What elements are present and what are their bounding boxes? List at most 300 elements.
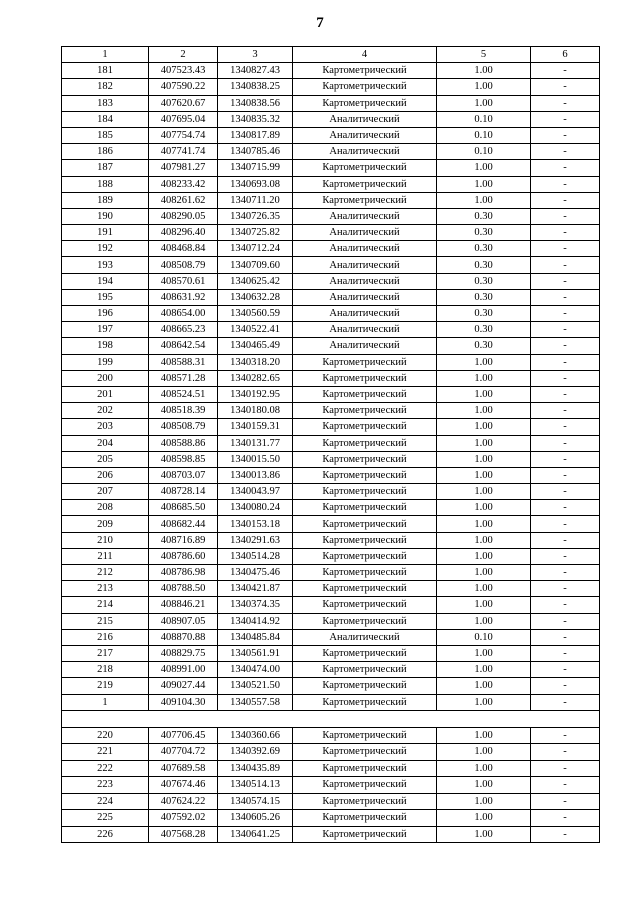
table-cell: 1340392.69 — [218, 744, 293, 761]
table-row — [62, 662, 600, 678]
table-cell: 408642.54 — [149, 338, 218, 354]
table-cell: Картометрический — [293, 810, 437, 827]
table-row — [62, 516, 600, 532]
table-row — [62, 419, 600, 435]
table-cell: 1.00 — [437, 63, 531, 79]
table-cell: 1.00 — [437, 516, 531, 532]
header-cell: 1 — [62, 47, 149, 63]
table-cell: - — [531, 322, 600, 338]
table-cell: 1340180.08 — [218, 403, 293, 419]
table-cell: - — [531, 419, 600, 435]
table-cell: 1340013.86 — [218, 467, 293, 483]
table-cell: 1340435.89 — [218, 760, 293, 777]
header-cell: 2 — [149, 47, 218, 63]
table-blank-separator — [62, 710, 600, 727]
table-cell: Картометрический — [293, 63, 437, 79]
table-row — [62, 208, 600, 224]
table-cell: - — [531, 386, 600, 402]
table-cell: 1340282.65 — [218, 370, 293, 386]
table-row — [62, 144, 600, 160]
table-cell: 190 — [62, 208, 149, 224]
table-cell: 1340043.97 — [218, 484, 293, 500]
table-cell: 408296.40 — [149, 225, 218, 241]
table-cell: - — [531, 484, 600, 500]
table-row — [62, 451, 600, 467]
table-cell: 408703.07 — [149, 467, 218, 483]
table-cell: 0.10 — [437, 111, 531, 127]
table-cell: 1340827.43 — [218, 63, 293, 79]
table-row — [62, 192, 600, 208]
table-cell: - — [531, 613, 600, 629]
table-cell: 209 — [62, 516, 149, 532]
table-cell: 0.30 — [437, 241, 531, 257]
table-cell: - — [531, 160, 600, 176]
table-cell: 407706.45 — [149, 727, 218, 744]
table-cell: 1340817.89 — [218, 127, 293, 143]
table-cell: 187 — [62, 160, 149, 176]
table-cell: - — [531, 451, 600, 467]
table-cell: - — [531, 727, 600, 744]
table-cell: Картометрический — [293, 727, 437, 744]
table-cell: 0.30 — [437, 273, 531, 289]
table-cell: 1.00 — [437, 484, 531, 500]
table-cell: 198 — [62, 338, 149, 354]
table-cell: 408508.79 — [149, 257, 218, 273]
table-cell: - — [531, 662, 600, 678]
table-row — [62, 810, 600, 827]
table-cell: 407981.27 — [149, 160, 218, 176]
table-cell: 1.00 — [437, 386, 531, 402]
table-cell: 224 — [62, 793, 149, 810]
table-cell: 408665.23 — [149, 322, 218, 338]
table-cell: - — [531, 548, 600, 564]
table-cell: 407523.43 — [149, 63, 218, 79]
table-cell: 186 — [62, 144, 149, 160]
table-cell: 0.10 — [437, 144, 531, 160]
table-cell: 192 — [62, 241, 149, 257]
table-cell: 0.30 — [437, 257, 531, 273]
table-cell: 0.10 — [437, 629, 531, 645]
table-cell: 1340557.58 — [218, 694, 293, 710]
table-row — [62, 403, 600, 419]
table-cell: 0.30 — [437, 322, 531, 338]
table-row — [62, 613, 600, 629]
table-cell: 408508.79 — [149, 419, 218, 435]
table-cell: - — [531, 826, 600, 843]
table-cell: 1.00 — [437, 760, 531, 777]
table-row — [62, 645, 600, 661]
table-cell: 408788.50 — [149, 581, 218, 597]
table-cell: Картометрический — [293, 793, 437, 810]
table-cell: 191 — [62, 225, 149, 241]
table-cell: Картометрический — [293, 467, 437, 483]
table-cell: - — [531, 144, 600, 160]
table-cell: 189 — [62, 192, 149, 208]
table-row — [62, 306, 600, 322]
table-cell: 1340514.28 — [218, 548, 293, 564]
table-cell: 1.00 — [437, 160, 531, 176]
table-row — [62, 435, 600, 451]
table-cell: 408588.31 — [149, 354, 218, 370]
table-cell: 1340693.08 — [218, 176, 293, 192]
table-cell: 202 — [62, 403, 149, 419]
table-cell: - — [531, 516, 600, 532]
table-cell: 408829.75 — [149, 645, 218, 661]
table-cell: 201 — [62, 386, 149, 402]
table-cell: 1.00 — [437, 613, 531, 629]
table-cell: 408991.00 — [149, 662, 218, 678]
table-row — [62, 176, 600, 192]
table-cell: 1.00 — [437, 548, 531, 564]
table-cell: 0.10 — [437, 127, 531, 143]
table-cell: 1.00 — [437, 451, 531, 467]
table-cell: 1.00 — [437, 370, 531, 386]
table-cell: 1340360.66 — [218, 727, 293, 744]
table-cell: 1.00 — [437, 744, 531, 761]
table-cell: 225 — [62, 810, 149, 827]
table-cell: 408518.39 — [149, 403, 218, 419]
table-cell: 1340632.28 — [218, 289, 293, 305]
table-cell: Картометрический — [293, 79, 437, 95]
table-row — [62, 467, 600, 483]
table-cell: Картометрический — [293, 826, 437, 843]
blank-cell — [62, 710, 600, 727]
table-cell: 1.00 — [437, 581, 531, 597]
table-row — [62, 500, 600, 516]
table-cell: 185 — [62, 127, 149, 143]
table-cell: 1.00 — [437, 678, 531, 694]
table-cell: Картометрический — [293, 176, 437, 192]
table-cell: 1340131.77 — [218, 435, 293, 451]
table-cell: 1340725.82 — [218, 225, 293, 241]
table-row — [62, 111, 600, 127]
table-cell: 1340522.41 — [218, 322, 293, 338]
table-cell: 221 — [62, 744, 149, 761]
table-cell: 223 — [62, 777, 149, 794]
table-cell: 1340712.24 — [218, 241, 293, 257]
table-cell: - — [531, 127, 600, 143]
table-row — [62, 225, 600, 241]
table-cell: 408524.51 — [149, 386, 218, 402]
table-cell: 1.00 — [437, 176, 531, 192]
table-cell: 1 — [62, 694, 149, 710]
table-cell: 181 — [62, 63, 149, 79]
table-cell: Картометрический — [293, 403, 437, 419]
table-cell: - — [531, 777, 600, 794]
table-cell: 1340560.59 — [218, 306, 293, 322]
table-cell: 407592.02 — [149, 810, 218, 827]
table-cell: Картометрический — [293, 777, 437, 794]
table-cell: 409027.44 — [149, 678, 218, 694]
table-cell: - — [531, 192, 600, 208]
table-cell: Картометрический — [293, 548, 437, 564]
table-row — [62, 95, 600, 111]
table-cell: Аналитический — [293, 144, 437, 160]
table-cell: 1340835.32 — [218, 111, 293, 127]
table-row — [62, 338, 600, 354]
table-cell: - — [531, 95, 600, 111]
table-cell: 408570.61 — [149, 273, 218, 289]
table-cell: 1.00 — [437, 662, 531, 678]
table-cell: 218 — [62, 662, 149, 678]
header-cell: 6 — [531, 47, 600, 63]
table-cell: 408682.44 — [149, 516, 218, 532]
table-cell: 1340715.99 — [218, 160, 293, 176]
table-cell: 1.00 — [437, 597, 531, 613]
table-cell: 407590.22 — [149, 79, 218, 95]
table-cell: 204 — [62, 435, 149, 451]
table-cell: 1340192.95 — [218, 386, 293, 402]
table-cell: Картометрический — [293, 581, 437, 597]
table-cell: 408290.05 — [149, 208, 218, 224]
table-cell: 1340015.50 — [218, 451, 293, 467]
table-cell: Картометрический — [293, 565, 437, 581]
table-row — [62, 678, 600, 694]
table-cell: 407741.74 — [149, 144, 218, 160]
table-cell: 1340726.35 — [218, 208, 293, 224]
table-cell: 207 — [62, 484, 149, 500]
table-cell: 408728.14 — [149, 484, 218, 500]
table-row — [62, 370, 600, 386]
table-cell: 1340641.25 — [218, 826, 293, 843]
table-cell: 407624.22 — [149, 793, 218, 810]
table-cell: 408468.84 — [149, 241, 218, 257]
header-cell: 4 — [293, 47, 437, 63]
table-cell: 1340465.49 — [218, 338, 293, 354]
header-cell: 5 — [437, 47, 531, 63]
table-cell: - — [531, 241, 600, 257]
table-cell: Картометрический — [293, 516, 437, 532]
table-cell: 1.00 — [437, 777, 531, 794]
table-cell: 217 — [62, 645, 149, 661]
table-cell: 1.00 — [437, 727, 531, 744]
table-cell: - — [531, 793, 600, 810]
table-cell: 407704.72 — [149, 744, 218, 761]
table-cell: Картометрический — [293, 386, 437, 402]
table-row — [62, 354, 600, 370]
table-cell: - — [531, 111, 600, 127]
table-row — [62, 273, 600, 289]
table-cell: 408907.05 — [149, 613, 218, 629]
table-cell: 407674.46 — [149, 777, 218, 794]
table-cell: 408716.89 — [149, 532, 218, 548]
table-row — [62, 63, 600, 79]
table-cell: 408685.50 — [149, 500, 218, 516]
table-cell: 200 — [62, 370, 149, 386]
table-cell: - — [531, 338, 600, 354]
table-cell: Картометрический — [293, 419, 437, 435]
table-cell: 408233.42 — [149, 176, 218, 192]
table-row — [62, 386, 600, 402]
table-cell: 211 — [62, 548, 149, 564]
table-cell: Картометрический — [293, 451, 437, 467]
table-cell: Картометрический — [293, 192, 437, 208]
table-cell: - — [531, 678, 600, 694]
table-row — [62, 565, 600, 581]
table-cell: 1340475.46 — [218, 565, 293, 581]
table-row — [62, 257, 600, 273]
table-cell: 1.00 — [437, 79, 531, 95]
table-cell: - — [531, 581, 600, 597]
table-cell: 1340485.84 — [218, 629, 293, 645]
table-cell: 0.30 — [437, 338, 531, 354]
table-cell: 408786.98 — [149, 565, 218, 581]
table-cell: - — [531, 354, 600, 370]
table-cell: Аналитический — [293, 225, 437, 241]
table-cell: - — [531, 760, 600, 777]
table-row — [62, 826, 600, 843]
table-cell: - — [531, 810, 600, 827]
table-cell: Картометрический — [293, 370, 437, 386]
table-cell: 1340153.18 — [218, 516, 293, 532]
header-cell: 3 — [218, 47, 293, 63]
page-number: 7 — [316, 15, 324, 31]
table-row — [62, 548, 600, 564]
table-row — [62, 744, 600, 761]
table-cell: 1.00 — [437, 95, 531, 111]
table-cell: 409104.30 — [149, 694, 218, 710]
table-row — [62, 484, 600, 500]
table-cell: 1340561.91 — [218, 645, 293, 661]
table-cell: 1340291.63 — [218, 532, 293, 548]
table-cell: - — [531, 744, 600, 761]
table-cell: 1340421.87 — [218, 581, 293, 597]
table-cell: 1340574.15 — [218, 793, 293, 810]
table-cell: Картометрический — [293, 613, 437, 629]
table-cell: Аналитический — [293, 306, 437, 322]
table-row — [62, 160, 600, 176]
table-cell: 407568.28 — [149, 826, 218, 843]
table-cell: Аналитический — [293, 111, 437, 127]
table-cell: 183 — [62, 95, 149, 111]
table-cell: - — [531, 435, 600, 451]
table-row — [62, 79, 600, 95]
table-row — [62, 694, 600, 710]
table-cell: Картометрический — [293, 435, 437, 451]
table-cell: 1.00 — [437, 500, 531, 516]
table-cell: 1340159.31 — [218, 419, 293, 435]
table-cell: 1.00 — [437, 467, 531, 483]
table-cell: 219 — [62, 678, 149, 694]
table-cell: 205 — [62, 451, 149, 467]
table-cell: - — [531, 257, 600, 273]
table-cell: 1.00 — [437, 419, 531, 435]
table-cell: - — [531, 629, 600, 645]
table-cell: 1.00 — [437, 532, 531, 548]
table-cell: 1.00 — [437, 565, 531, 581]
table-cell: Картометрический — [293, 95, 437, 111]
table-row — [62, 241, 600, 257]
table-cell: 214 — [62, 597, 149, 613]
blank-row — [62, 710, 600, 727]
table-cell: - — [531, 176, 600, 192]
table-cell: - — [531, 306, 600, 322]
coordinates-table — [61, 46, 600, 843]
table-cell: - — [531, 565, 600, 581]
table-cell: 1.00 — [437, 810, 531, 827]
header-row — [62, 47, 600, 63]
table-cell: 1.00 — [437, 694, 531, 710]
table-cell: 220 — [62, 727, 149, 744]
table-cell: Аналитический — [293, 208, 437, 224]
table-cell: - — [531, 467, 600, 483]
table-cell: - — [531, 403, 600, 419]
table-row — [62, 289, 600, 305]
table-cell: 408846.21 — [149, 597, 218, 613]
table-cell: 407754.74 — [149, 127, 218, 143]
table-cell: - — [531, 273, 600, 289]
table-cell: 1340474.00 — [218, 662, 293, 678]
table-body-part-1 — [62, 63, 600, 711]
table-cell: 0.30 — [437, 225, 531, 241]
table-cell: 215 — [62, 613, 149, 629]
table-cell: 222 — [62, 760, 149, 777]
table-cell: 1340318.20 — [218, 354, 293, 370]
table-cell: 408571.28 — [149, 370, 218, 386]
table-cell: Картометрический — [293, 760, 437, 777]
table-cell: Картометрический — [293, 744, 437, 761]
table-row — [62, 322, 600, 338]
table-cell: 408654.00 — [149, 306, 218, 322]
table-cell: 1.00 — [437, 192, 531, 208]
table-cell: 195 — [62, 289, 149, 305]
table-cell: Картометрический — [293, 662, 437, 678]
table-cell: 1.00 — [437, 826, 531, 843]
table-cell: Аналитический — [293, 127, 437, 143]
table-row — [62, 532, 600, 548]
table-cell: 213 — [62, 581, 149, 597]
table-cell: 1340521.50 — [218, 678, 293, 694]
table-cell: 182 — [62, 79, 149, 95]
table-cell: - — [531, 63, 600, 79]
table-row — [62, 597, 600, 613]
table-cell: 226 — [62, 826, 149, 843]
table-cell: - — [531, 597, 600, 613]
table-row — [62, 777, 600, 794]
table-cell: - — [531, 645, 600, 661]
table-cell: - — [531, 289, 600, 305]
table-cell: 408598.85 — [149, 451, 218, 467]
table-cell: Аналитический — [293, 241, 437, 257]
table-cell: 212 — [62, 565, 149, 581]
table-cell: 208 — [62, 500, 149, 516]
table-cell: - — [531, 694, 600, 710]
table-row — [62, 760, 600, 777]
table-cell: 408870.88 — [149, 629, 218, 645]
table-cell: 1340414.92 — [218, 613, 293, 629]
table-cell: 194 — [62, 273, 149, 289]
table-row — [62, 793, 600, 810]
table-cell: 184 — [62, 111, 149, 127]
table-cell: - — [531, 79, 600, 95]
table-cell: Аналитический — [293, 257, 437, 273]
table-cell: 408786.60 — [149, 548, 218, 564]
table-cell: 197 — [62, 322, 149, 338]
table-cell: 1340838.25 — [218, 79, 293, 95]
table-cell: 1.00 — [437, 793, 531, 810]
table-cell: - — [531, 532, 600, 548]
table-cell: 1340374.35 — [218, 597, 293, 613]
table-cell: 199 — [62, 354, 149, 370]
table-cell: 193 — [62, 257, 149, 273]
table-cell: Картометрический — [293, 500, 437, 516]
table-row — [62, 727, 600, 744]
table-cell: Картометрический — [293, 694, 437, 710]
table-cell: 1340514.13 — [218, 777, 293, 794]
table-cell: Картометрический — [293, 484, 437, 500]
table-cell: 408588.86 — [149, 435, 218, 451]
table-cell: 408631.92 — [149, 289, 218, 305]
